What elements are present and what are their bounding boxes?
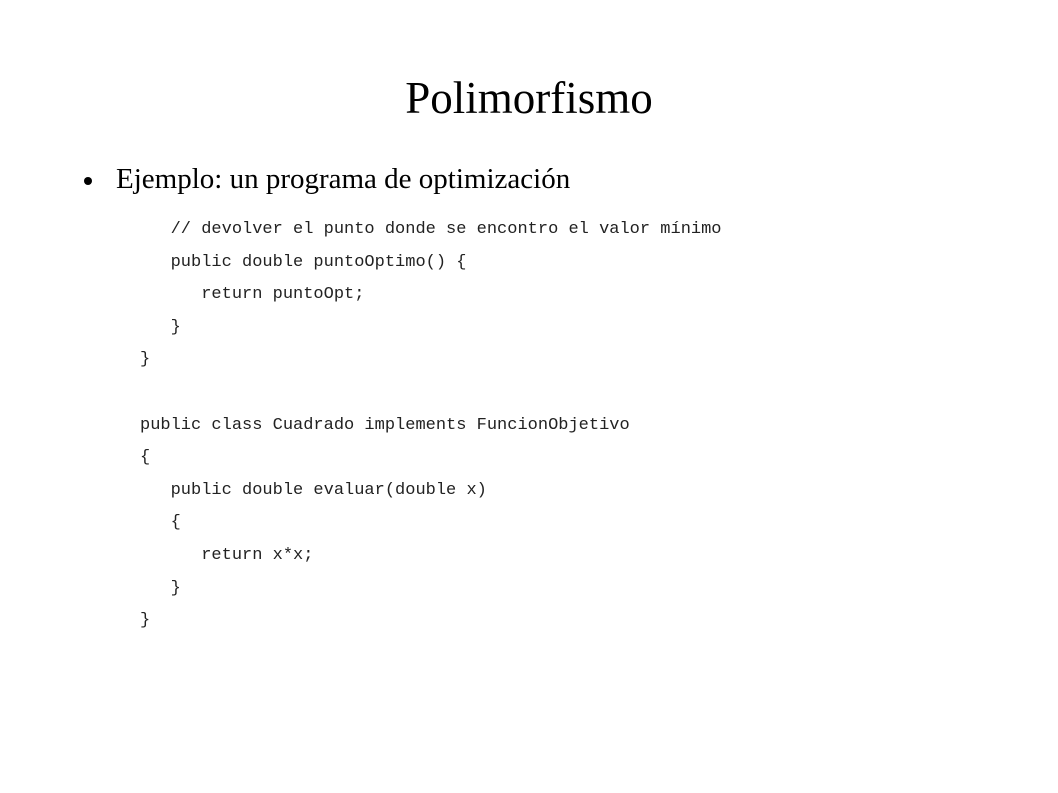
code-line: // devolver el punto donde se encontro el valor mínimo <box>140 220 722 239</box>
code-line: } <box>140 350 151 370</box>
code-line <box>140 377 1020 410</box>
code-line: { <box>140 448 151 468</box>
bullet-item <box>84 159 570 199</box>
code-line: } <box>140 611 151 631</box>
code-line: } <box>140 578 181 598</box>
code-line: public class Cuadrado implements FuncionObjetivo <box>140 415 630 435</box>
bullet-dot-icon <box>84 177 92 185</box>
code-line: public double evaluar(double x) <box>140 480 487 500</box>
code-line: { <box>140 513 181 533</box>
bullet-text: Ejemplo: un programa de optimización <box>116 163 571 195</box>
code-line: return x*x; <box>140 545 314 565</box>
slide-title: Polimorfismo <box>405 73 653 123</box>
code-line: } <box>140 317 181 337</box>
code-block <box>140 214 1020 638</box>
code-line: return puntoOpt; <box>140 285 365 305</box>
code-line: public double puntoOptimo() { <box>140 252 467 272</box>
